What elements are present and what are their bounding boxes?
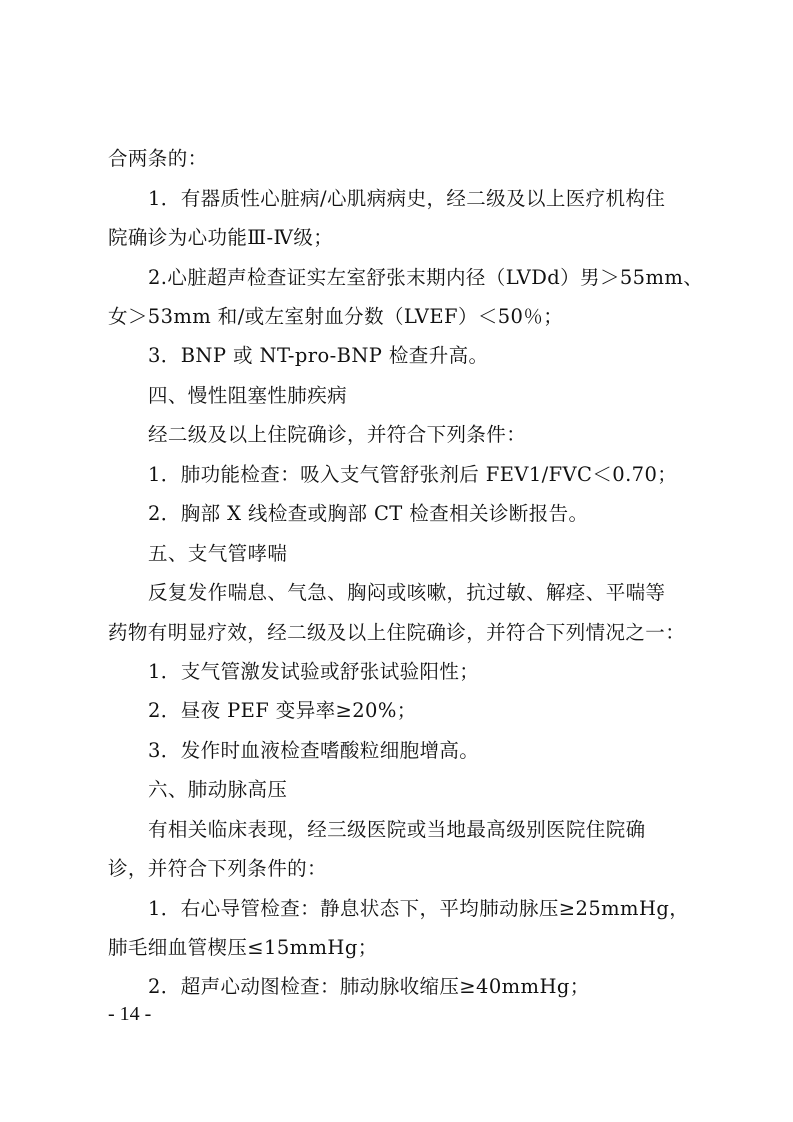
paragraph-line: 经二级及以上住院确诊，并符合下列条件： xyxy=(148,423,527,446)
text-line: 合两条的： xyxy=(108,147,208,170)
list-item: 2.心脏超声检查证实左室舒张末期内径（LVDd）男＞55mm、 xyxy=(148,266,704,289)
section-heading: 五、支气管哮喘 xyxy=(148,542,288,565)
page-number: - 14 - xyxy=(108,1003,152,1025)
text-line: 诊，并符合下列条件的： xyxy=(108,857,327,880)
list-item: 2．胸部 X 线检查或胸部 CT 检查相关诊断报告。 xyxy=(148,502,589,525)
paragraph-line: 反复发作喘息、气急、胸闷或咳嗽，抗过敏、解痉、平喘等 xyxy=(148,581,666,604)
list-item: 1．右心导管检查：静息状态下，平均肺动脉压≥25mmHg， xyxy=(148,897,690,920)
list-item: 1．支气管激发试验或舒张试验阳性； xyxy=(148,660,480,683)
text-line: 肺毛细血管楔压≤15mmHg； xyxy=(108,936,378,959)
text-line: 院确诊为心功能Ⅲ-Ⅳ级； xyxy=(108,226,334,249)
list-item: 2．超声心动图检查：肺动脉收缩压≥40mmHg； xyxy=(148,975,590,998)
list-item: 1．肺功能检查：吸入支气管舒张剂后 FEV1/FVC＜0.70； xyxy=(148,463,678,486)
list-item: 3．BNP 或 NT-pro-BNP 检查升高。 xyxy=(148,344,489,367)
text-line: 女＞53mm 和/或左室射血分数（LVEF）＜50％； xyxy=(108,305,564,328)
text-line: 药物有明显疗效，经二级及以上住院确诊，并符合下列情况之一： xyxy=(108,621,686,644)
list-item: 3．发作时血液检查嗜酸粒细胞增高。 xyxy=(148,739,480,762)
list-item: 1．有器质性心脏病/心肌病病史，经二级及以上医疗机构住 xyxy=(148,187,666,210)
list-item: 2．昼夜 PEF 变异率≥20%； xyxy=(148,699,417,722)
paragraph-line: 有相关临床表现，经三级医院或当地最高级别医院住院确 xyxy=(148,818,646,841)
section-heading: 四、慢性阻塞性肺疾病 xyxy=(148,384,348,407)
section-heading: 六、肺动脉高压 xyxy=(148,778,288,801)
